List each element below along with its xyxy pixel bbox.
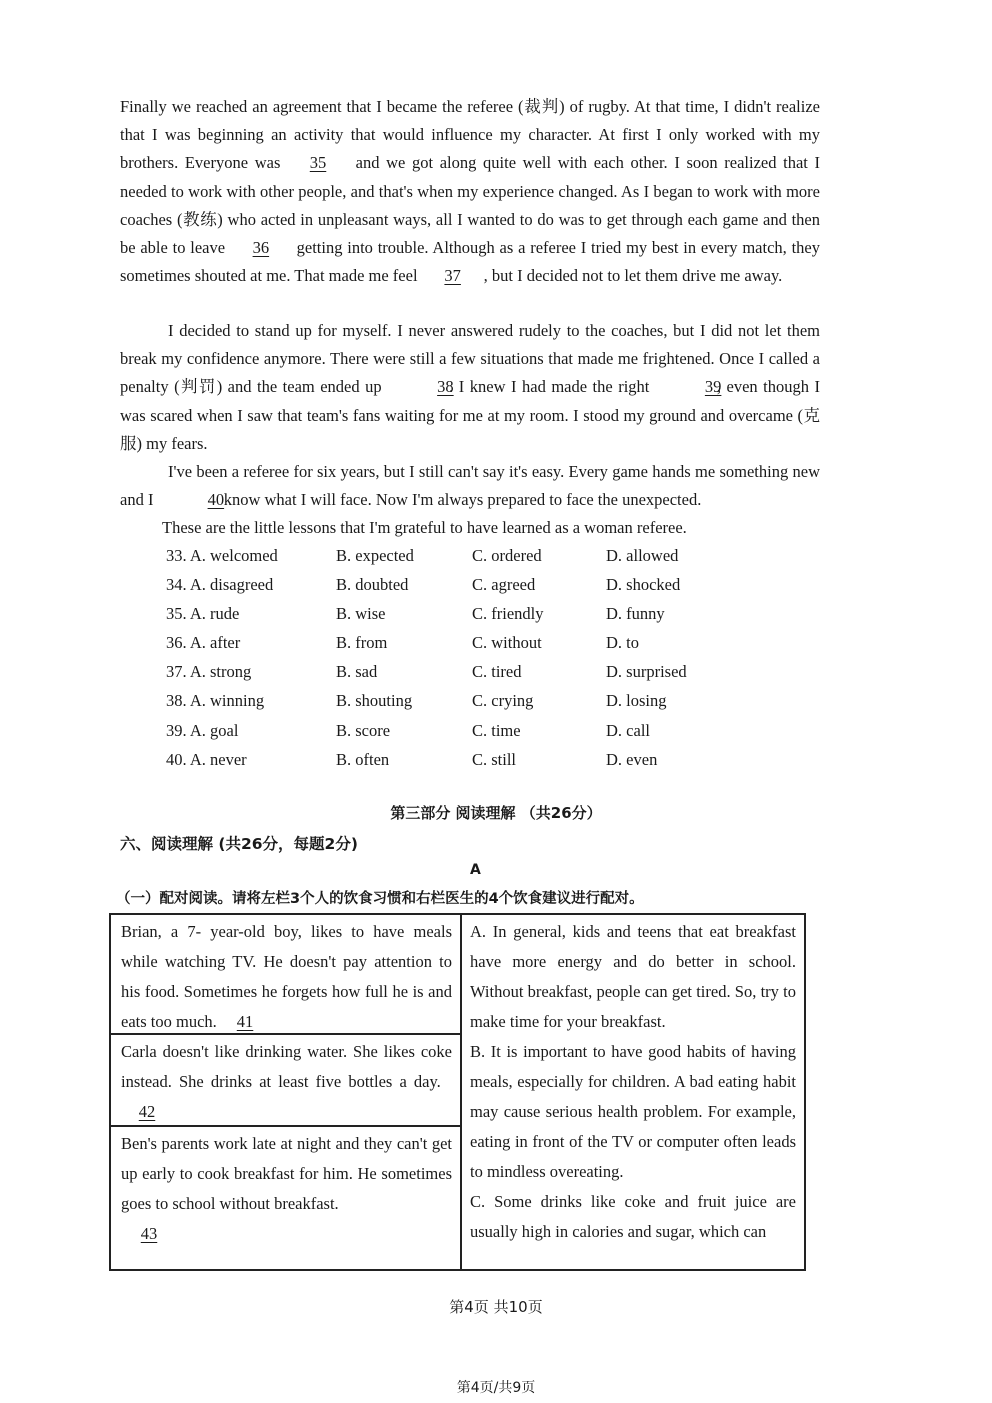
person-description: Carla doesn't like drinking water. She likes coke instead. She drinks at least five bottles a day. (121, 1042, 452, 1091)
blank-35: 35 (309, 153, 327, 173)
passage-text: . I knew I had made the right (449, 377, 655, 397)
blank-41: 41 (236, 1012, 254, 1031)
matching-left-column (111, 915, 462, 1269)
blank-43: 43 (140, 1224, 158, 1243)
option-c: C. time (472, 720, 521, 740)
option-d: D. call (606, 720, 650, 740)
option-d: D. to (606, 633, 639, 653)
blank-38: 38 (437, 377, 454, 397)
blank-36: 36 (252, 238, 270, 258)
blank-42: 42 (138, 1102, 156, 1121)
option-c: C. crying (472, 691, 534, 711)
option-b: B. expected (336, 546, 414, 565)
option-d: D. allowed (606, 546, 679, 565)
section-title: 第三部分 阅读理解 （共26分） (390, 804, 602, 822)
option-c: C. tired (472, 662, 522, 682)
person-cell-brian (111, 915, 460, 1035)
person-description: Ben's parents work late at night and they can't get up early to cook breakfast for him. He sometimes goes to school without breakfast. (121, 1134, 452, 1213)
option-b: B. from (336, 633, 388, 653)
passage-text: I've been a referee for six years, but I still can't say it's easy. Every game hands me something new and I (120, 462, 820, 510)
option-c: C. agreed (472, 575, 536, 595)
option-b: B. often (336, 749, 390, 769)
option-row-34 (166, 570, 726, 599)
answer-options (166, 541, 726, 774)
passage-text: , but I decided not to let them drive me away. (483, 266, 783, 286)
option-a: 37. A. strong (166, 662, 252, 682)
person-cell-ben (111, 1127, 460, 1273)
passage-paragraph-4: These are the little lessons that I'm grateful to have learned as a woman referee. (162, 518, 687, 537)
option-a: 35. A. rude (166, 604, 240, 624)
option-row-35 (166, 599, 726, 628)
advice-a: A. In general, kids and teens that eat breakfast have more energy and do better in school. Without breakfast, people can get tired. So, try to make time for your breakfast. (470, 922, 796, 1031)
option-b: B. shouting (336, 691, 413, 711)
option-d: D. even (606, 749, 658, 769)
option-b: B. sad (336, 662, 378, 682)
option-c: C. friendly (472, 604, 544, 624)
option-a: 38. A. winning (166, 691, 265, 711)
page-number-inner: 第4页 共10页 (449, 1298, 543, 1316)
blank-40: 40 (207, 490, 225, 510)
passage-paragraph-1 (120, 93, 820, 290)
option-b: B. doubted (336, 575, 409, 595)
option-row-36 (166, 628, 726, 657)
passage-text: I decided to stand up for myself. I never answered rudely to the coaches, but I did not let them break my confidence anymore. There were still a few situations that made me frightened. Once I called a penalty (判罚) and the team ended up (120, 321, 820, 397)
passage-text: and we got along quite well with each other. I soon realized that I needed to work with other people, and that's when my experience changed. As I began to work with more coaches (教练) who acted in unpleasant ways, all I wanted to do was to get through each game and then be able to leave (120, 153, 820, 258)
option-row-38 (166, 686, 726, 715)
person-cell-carla (111, 1035, 460, 1127)
option-d: D. shocked (606, 575, 681, 595)
option-row-33 (166, 541, 726, 570)
passage-text: Finally we reached an agreement that I became the referee (裁判) of rugby. At that time, I didn't realize that I was beginning an activity that would influence my character. At first I only worked with my brothers. Everyone was (120, 97, 820, 173)
passage-text: , even though I was scared when I saw that team's fans waiting for me at my room. I stood my ground and overcame (克服) my fears. (120, 377, 820, 453)
option-b: B. score (336, 720, 391, 740)
option-a: 33. A. welcomed (166, 546, 278, 565)
option-c: C. still (472, 749, 517, 769)
option-a: 40. A. never (166, 749, 247, 769)
advice-c: C. Some drinks like coke and fruit juice are usually high in calories and sugar, which can (470, 1192, 796, 1241)
matching-table (109, 913, 806, 1271)
person-description: Brian, a 7- year-old boy, likes to have meals while watching TV. He doesn't pay attention to his food. Sometimes he forgets how full he is and eats too much. (121, 922, 452, 1031)
option-row-39 (166, 716, 726, 745)
section-subtitle: 六、阅读理解 (共26分，每题2分) (120, 835, 358, 853)
option-d: D. losing (606, 691, 667, 711)
option-row-37 (166, 657, 726, 686)
option-d: D. funny (606, 604, 665, 624)
passage-text: getting into trouble. Although as a referee I tried my best in every match, they sometimes shouted at me. That made me feel (120, 238, 820, 286)
passage-text: know what I will face. Now I'm always prepared to face the unexpected. (219, 490, 702, 510)
passage-paragraph-2 (120, 317, 820, 458)
option-c: C. without (472, 633, 542, 653)
blank-39: 39 (704, 377, 722, 397)
option-a: 36. A. after (166, 633, 241, 653)
matching-right-column (462, 915, 804, 1247)
option-d: D. surprised (606, 662, 687, 682)
option-b: B. wise (336, 604, 386, 624)
page-number-outer: 第4页/共9页 (456, 1380, 536, 1396)
option-a: 39. A. goal (166, 720, 239, 740)
advice-b: B. It is important to have good habits of having meals, especially for children. A bad eating habit may cause serious health problem. For example, eating in front of the TV or computer often leads to mindless overeating. (470, 1042, 796, 1181)
option-row-40 (166, 745, 726, 774)
blank-37: 37 (444, 266, 461, 286)
matching-instruction: （一）配对阅读。请将左栏3个人的饮食习惯和右栏医生的4个饮食建议进行配对。 (116, 891, 644, 907)
part-label: A (470, 862, 481, 878)
passage-paragraph-3 (120, 458, 820, 514)
option-a: 34. A. disagreed (166, 575, 274, 595)
option-c: C. ordered (472, 546, 542, 565)
